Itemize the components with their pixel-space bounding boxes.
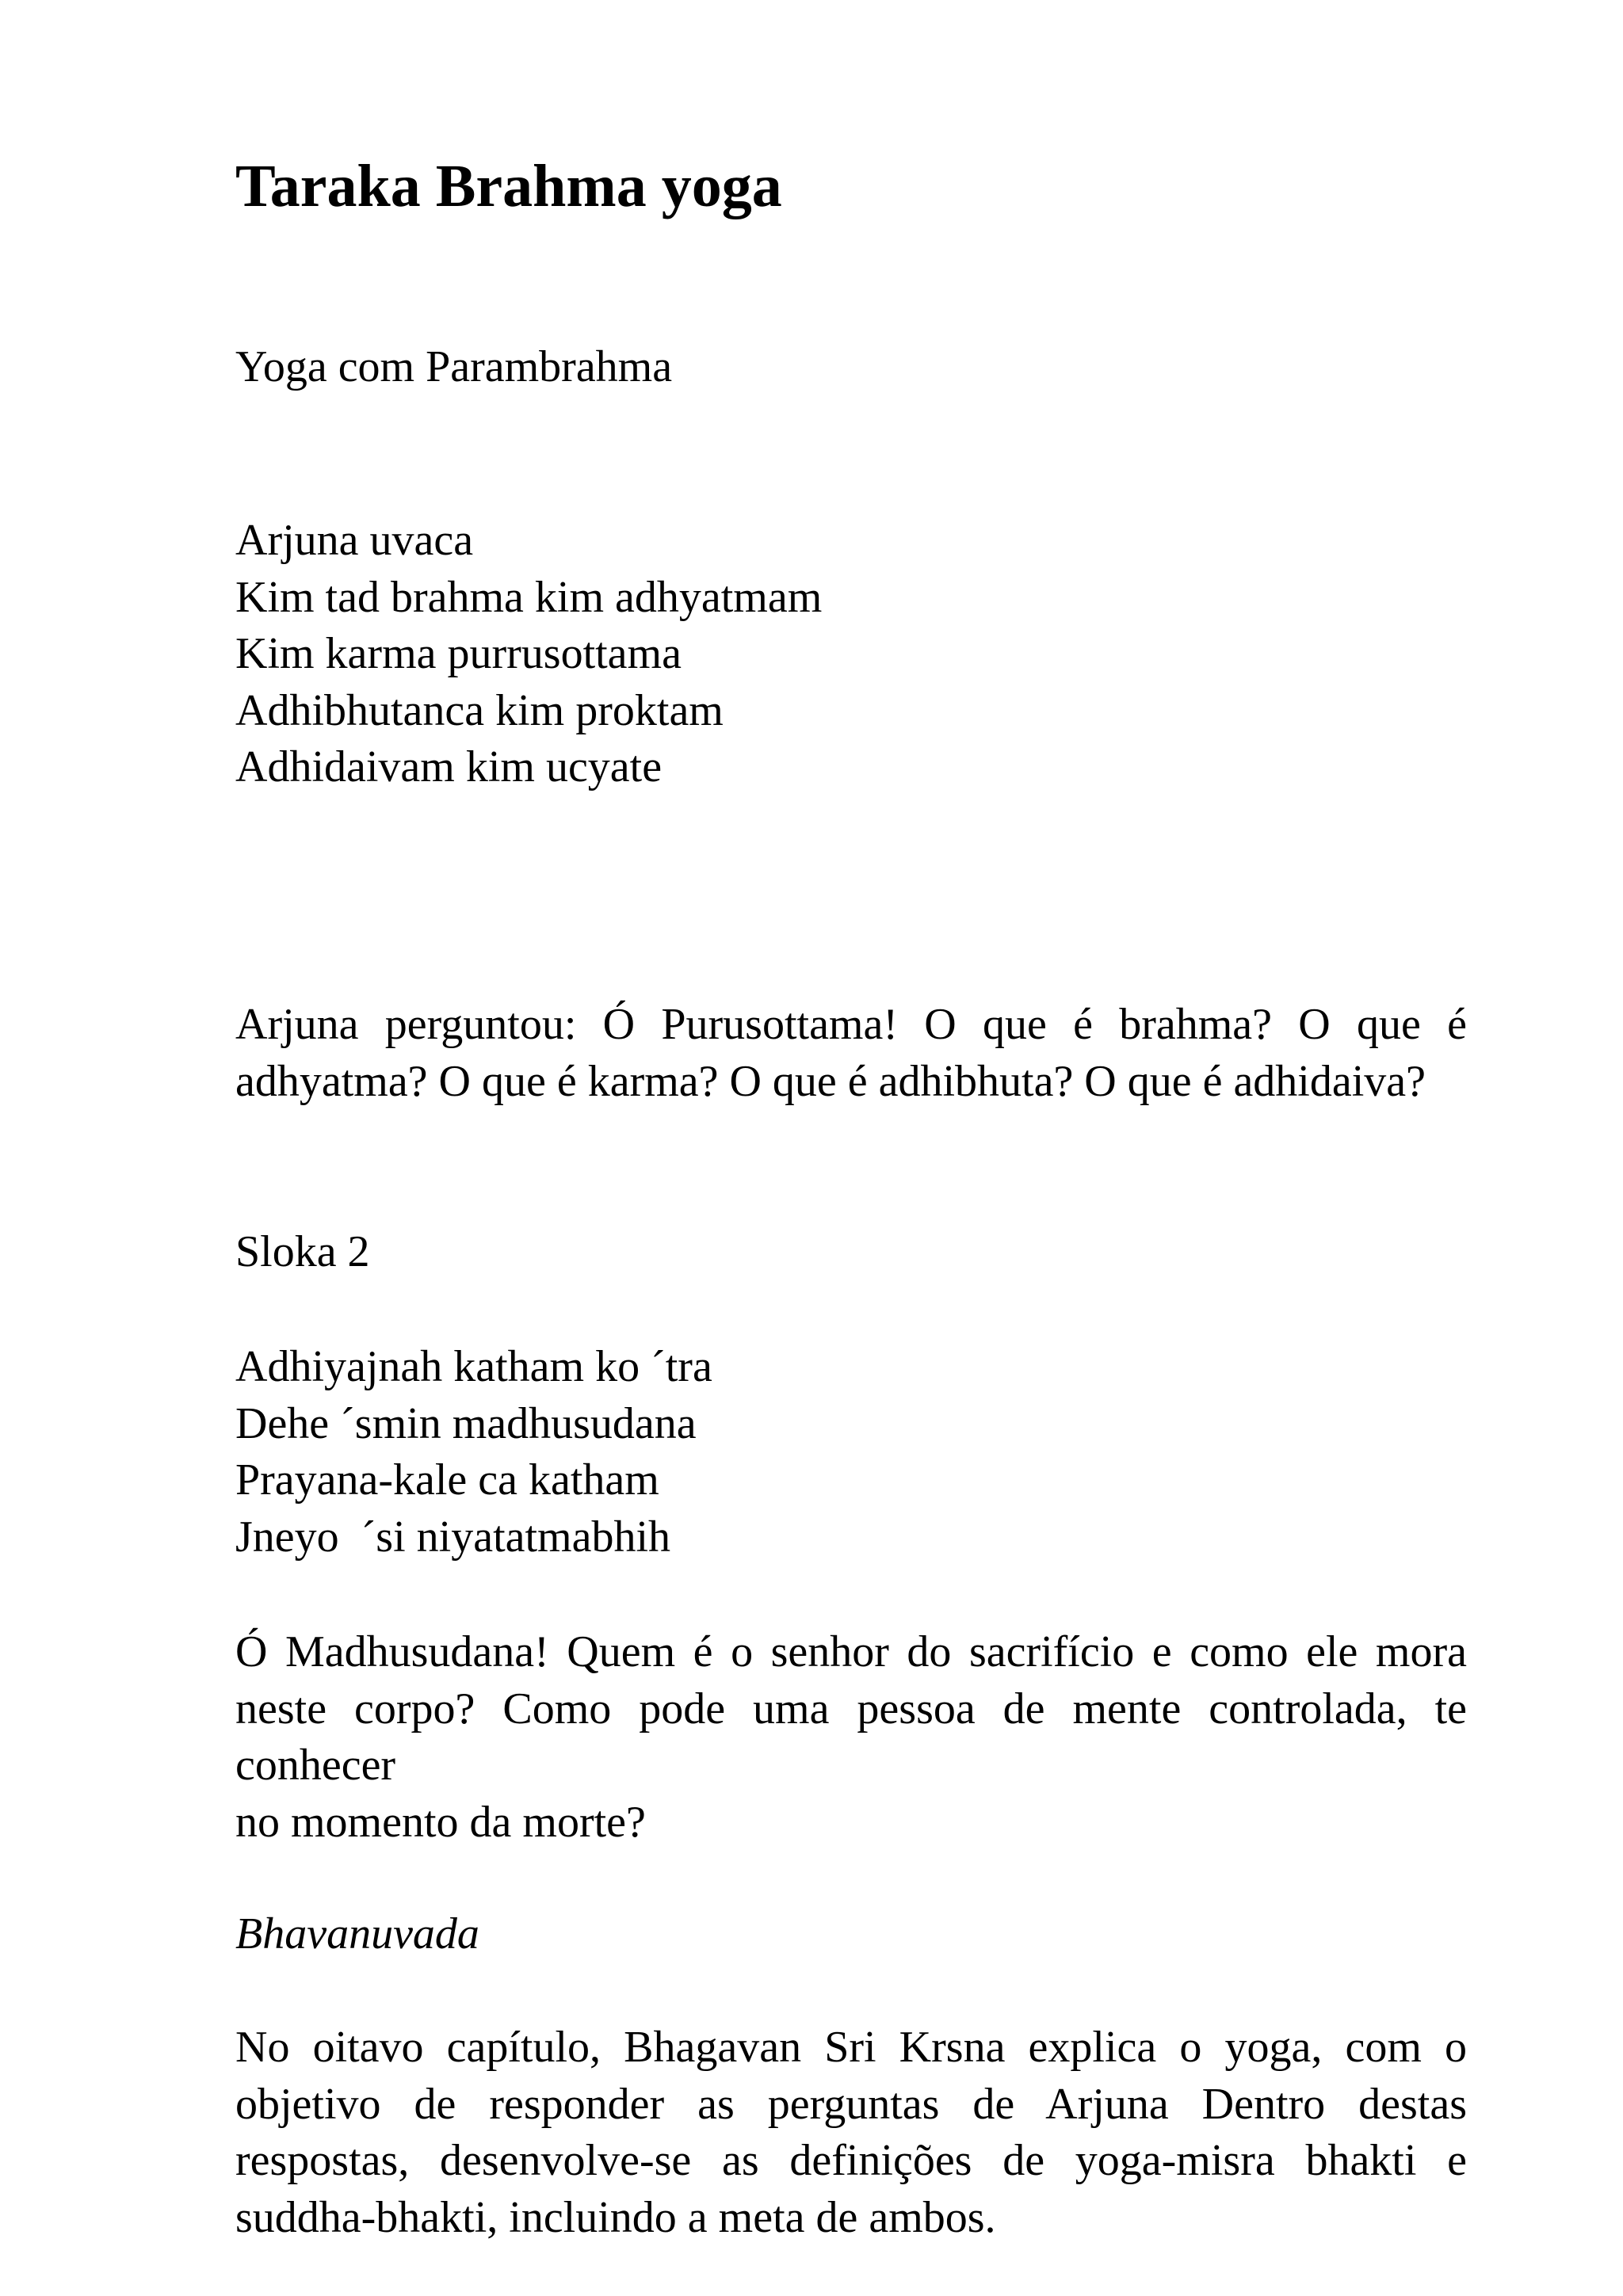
translation-2-part-1: Ó Madhusudana! Quem é o senhor do sacrifício e como ele mora neste corpo? Como pode uma pessoa de mente controlada, te conhecer xyxy=(235,1627,1467,1790)
verse-1-line: Arjuna uvaca xyxy=(235,516,474,565)
verse-1-line: Kim tad brahma kim adhyatmam xyxy=(235,572,823,622)
page-subtitle: Yoga com Parambrahma xyxy=(235,342,673,391)
verse-2 xyxy=(235,1339,1467,1566)
page-content xyxy=(235,151,1467,2242)
verse-2-line: Jneyo ´si niyatatmabhih xyxy=(235,1512,671,1562)
commentary-paragraph: No oitavo capítulo, Bhagavan Sri Krsna explica o yoga, com o objetivo de responder as perguntas de Arjuna Dentro destas respostas, desenvolve-se as definições de yoga-misra bhakti e suddha-bhakti, incluindo a meta de ambos. xyxy=(235,2023,1467,2242)
page-title: Taraka Brahma yoga xyxy=(235,153,782,219)
section-heading: Bhavanuvada xyxy=(235,1909,479,1958)
verse-2-line: Prayana-kale ca katham xyxy=(235,1455,659,1505)
sloka-label: Sloka 2 xyxy=(235,1227,370,1276)
verse-2-line: Dehe ´smin madhusudana xyxy=(235,1398,697,1448)
verse-1-line: Adhidaivam kim ucyate xyxy=(235,742,663,791)
verse-2-line: Adhiyajnah katham ko ´tra xyxy=(235,1342,712,1391)
translation-1: Arjuna perguntou: Ó Purusottama! O que é brahma? O que é adhyatma? O que é karma? O que é adhibhuta? O que é adhidaiva? xyxy=(235,1000,1467,1106)
verse-1-line: Kim karma purrusottama xyxy=(235,629,682,678)
translation-2-part-2: no momento da morte? xyxy=(235,1797,646,1847)
verse-1-line: Adhibhutanca kim proktam xyxy=(235,685,724,735)
verse-1 xyxy=(235,513,1467,796)
translation-2 xyxy=(235,1624,1467,1851)
